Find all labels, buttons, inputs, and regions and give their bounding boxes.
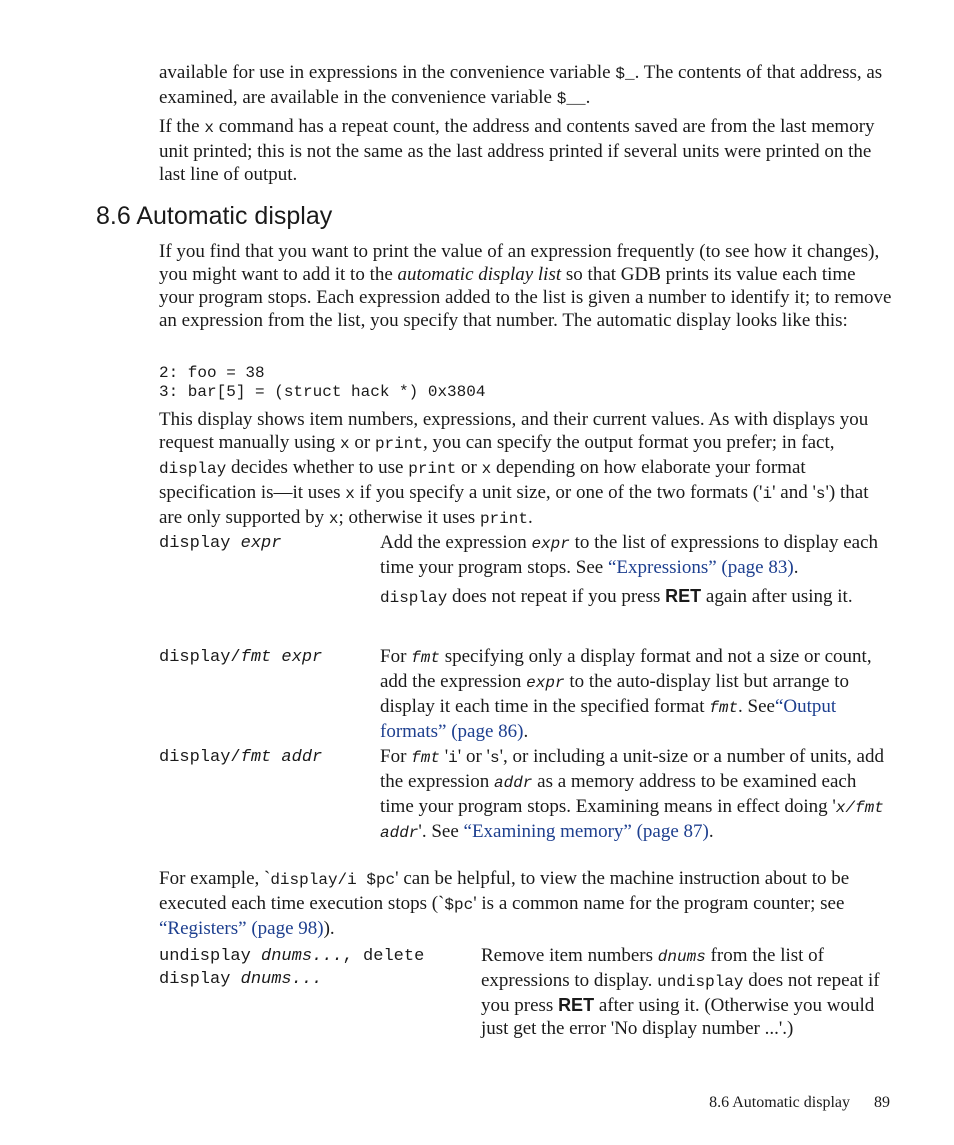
- definition-display-repeat: display does not repeat if you press RET again after using it.: [380, 586, 853, 607]
- paragraph-convenience-variables: available for use in expressions in the convenience variable $_. The contents of that address, as examined, are available in the convenience variable $__.: [159, 62, 883, 108]
- link-output-formats[interactable]: “Output formats” (page 86): [380, 696, 837, 742]
- paragraph-display-pc-example: For example, `display/i $pc' can be helpful, to view the machine instruction about to be executed each time execution stops (`$pc' is a common name for the program counter; see “Registers” (page 98)).: [159, 868, 850, 939]
- paragraph-repeat-count: If the x command has a repeat count, the address and contents saved are from the last memory unit printed; this is not the same as the last address printed if several units were printed on the last line of output.: [159, 116, 875, 185]
- link-examining-memory[interactable]: “Examining memory” (page 87): [463, 821, 709, 842]
- term-display-fmt-expr: display/fmt expr: [159, 648, 323, 667]
- definition-display-expr: Add the expression expr to the list of expressions to display each time your program stops. See “Expressions” (page 83).: [380, 532, 879, 578]
- page-number: 89: [874, 1094, 890, 1111]
- term-display-fmt-addr: display/fmt addr: [159, 748, 323, 767]
- definition-display-fmt-addr: For fmt 'i' or 's', or including a unit-size or a number of units, add the expression addr as a memory address to be examined each time your program stops. Examining means in effect doing 'x/fmt addr'. See “Examining memory” (page 87).: [380, 746, 884, 842]
- link-registers[interactable]: “Registers” (page 98): [159, 918, 324, 939]
- section-heading: 8.6 Automatic display: [96, 202, 333, 230]
- paragraph-intro: If you find that you want to print the value of an expression frequently (to see how it changes), you might want to add it to the automatic display list so that GDB prints its value each time your program stops. Each expression added to the list is given a number to identify it; to remove an expression from the list, you specify that number. The automatic display looks like this:: [159, 241, 892, 331]
- term-undisplay: undisplay dnums..., delete display dnums...: [159, 947, 425, 989]
- definition-display-fmt-expr: For fmt specifying only a display format and not a size or count, add the expression expr to the auto-display list but arrange to display it each time in the specified format fmt. See“Output formats” (page 86).: [380, 646, 872, 742]
- footer-section: 8.6 Automatic display: [709, 1094, 850, 1111]
- paragraph-display-format: This display shows item numbers, expressions, and their current values. As with displays you request manually using x or print, you can specify the output format you prefer; in fact, display decides whether to use print or x depending on how elaborate your format specification is—it uses x if you specify a unit size, or one of the two formats ('i' and 's') that are only supported by x; otherwise it uses print.: [159, 409, 869, 528]
- code-example: 2: foo = 38 3: bar[5] = (struct hack *) 0x3804: [159, 364, 486, 401]
- definition-undisplay: Remove item numbers dnums from the list of expressions to display. undisplay does not repeat if you press RET after using it. (Otherwise you would just get the error 'No display number ...'.): [481, 945, 880, 1039]
- link-expressions[interactable]: “Expressions” (page 83): [607, 557, 794, 578]
- page-footer: [709, 1093, 890, 1113]
- term-display-expr: display expr: [159, 534, 282, 553]
